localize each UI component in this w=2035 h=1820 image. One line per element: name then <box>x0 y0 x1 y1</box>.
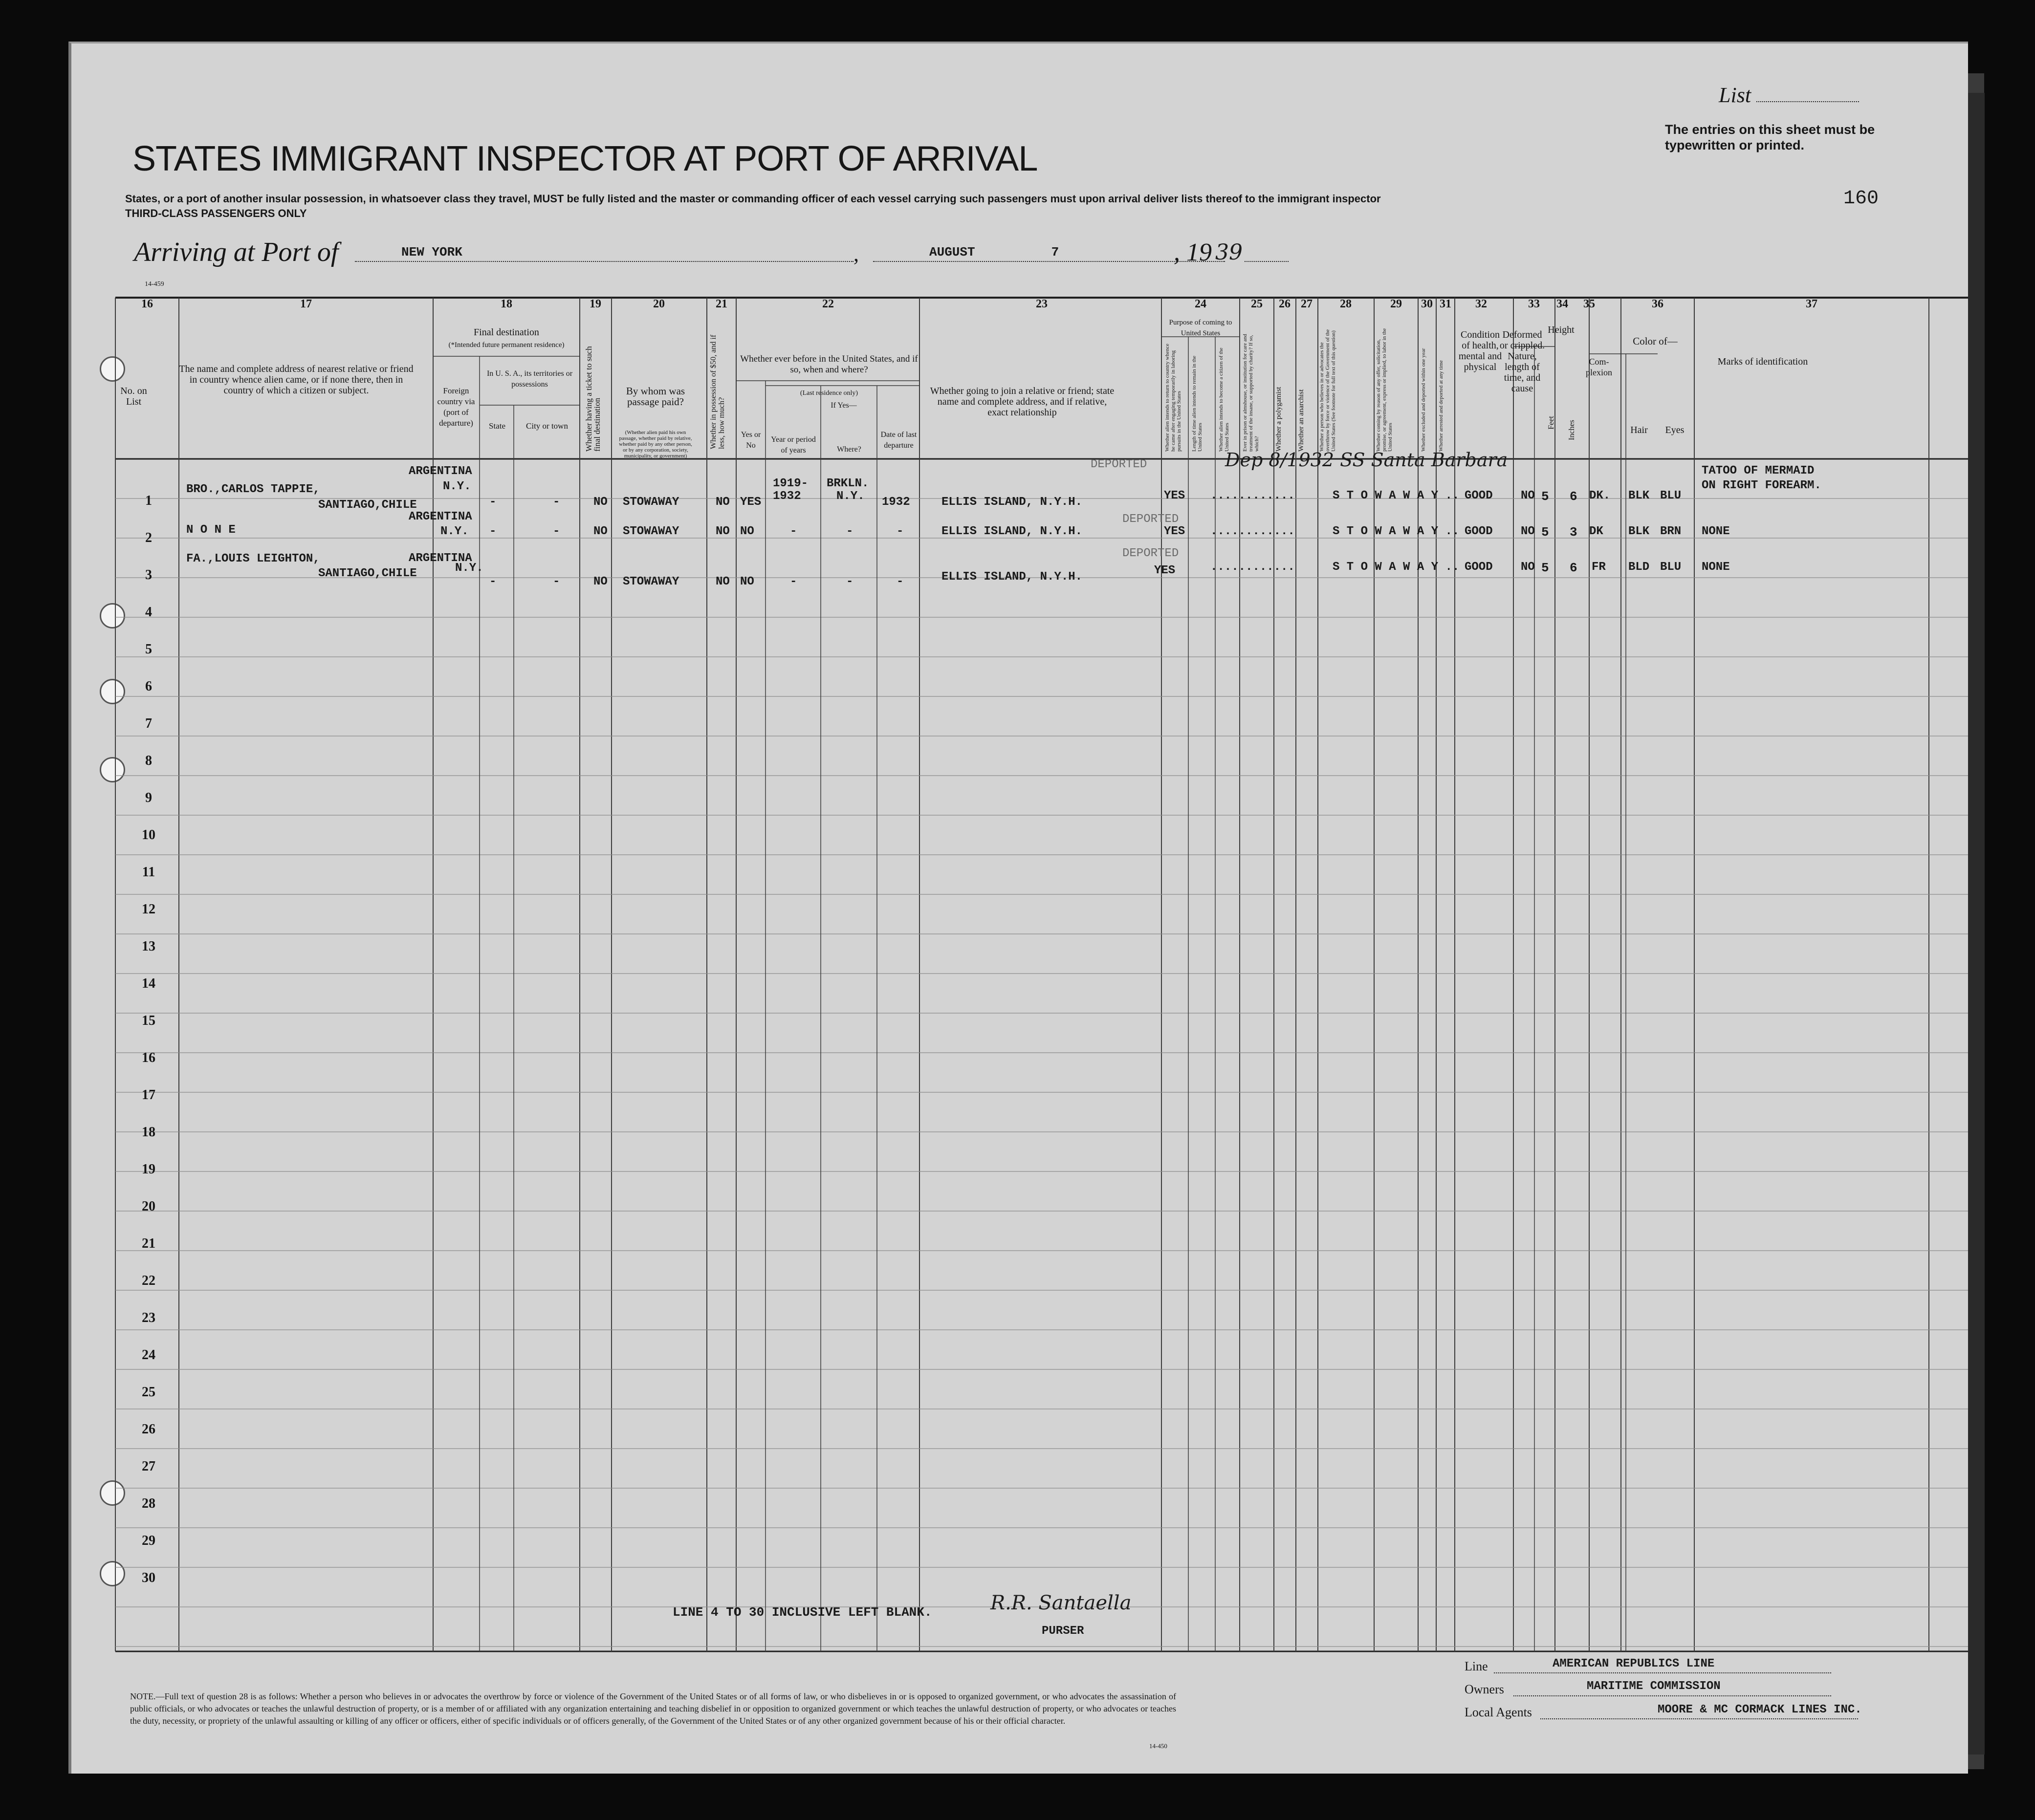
owners-value: MARITIME COMMISSION <box>1587 1680 1721 1693</box>
row1-state-dash: - <box>489 496 497 509</box>
col22-years-header: Year or period of years <box>771 435 816 455</box>
row1-hair: BLK <box>1628 489 1650 502</box>
line-rule <box>1494 1672 1831 1673</box>
col22-ifyes-header: If Yes— <box>831 401 857 410</box>
row1-marks-line1: TATOO OF MERMAID <box>1702 464 1815 477</box>
row3-relative-line2: SANTIAGO,CHILE <box>318 567 417 580</box>
row3-dots: ............ <box>1210 561 1295 574</box>
row2-state-dash: - <box>489 525 497 538</box>
col36-eyes-header: Eyes <box>1665 425 1685 435</box>
row1-purpose: YES <box>1164 489 1185 502</box>
row1-where <box>827 477 869 503</box>
row2-dots: ............ <box>1210 525 1295 538</box>
row3-inches: 6 <box>1570 561 1577 575</box>
row1-before-us: YES <box>740 496 762 509</box>
column-number: 34 <box>1556 298 1568 310</box>
row-number: 19 <box>142 1162 155 1177</box>
row3-relative <box>186 552 417 581</box>
col20-subheader: (Whether alien paid his own passage, whether paid by relative, whether paid by any other person, or by any corporation, society, municipality, or government) <box>619 430 692 459</box>
column-number: 18 <box>501 298 512 310</box>
row1-marks <box>1702 464 1821 493</box>
column-number: 31 <box>1440 298 1451 310</box>
row-number: 20 <box>142 1199 155 1214</box>
form-code-top: 14-459 <box>145 281 164 288</box>
col22-where-header: Where? <box>837 445 861 454</box>
instruction-line: States, or a port of another insular possession, in whatsoever class they travel, MUST be fully listed and the master or commanding officer of each vessel carrying such passengers must upon arrival deliver lists thereof to the immigrant inspector <box>125 193 1381 205</box>
row2-money: NO <box>716 525 730 538</box>
row3-money: NO <box>716 575 730 588</box>
row1-inches: 6 <box>1570 489 1577 504</box>
row2-city: - <box>553 525 560 538</box>
row2-purpose: YES <box>1164 525 1185 538</box>
col23-header: Whether going to join a relative or friend; state name and complete address, and if relative, exact relationship <box>930 386 1115 418</box>
col25-header: Ever in prison or almshouse, or institution for care and treatment of the insane, or supported by charity? If so, which? <box>1242 334 1260 452</box>
row-number: 17 <box>142 1087 155 1103</box>
col21-header: Whether in possession of $50, and if less, how much? <box>709 334 726 449</box>
row3-health: GOOD <box>1465 561 1493 574</box>
row-number: 2 <box>145 530 152 545</box>
comma: , <box>853 242 859 266</box>
column-number: 26 <box>1279 298 1291 310</box>
row1-marks-line2: ON RIGHT FOREARM. <box>1702 479 1821 492</box>
col27-header: Whether an anarchist <box>1297 389 1305 452</box>
row3-eyes: BLU <box>1660 561 1682 574</box>
col36-header: Color of— <box>1633 335 1678 347</box>
agents-label: Local Agents <box>1465 1705 1532 1719</box>
row2-where: - <box>846 525 853 538</box>
column-number: 29 <box>1390 298 1402 310</box>
col31-header: Whether arrested and deported at any time <box>1438 360 1444 452</box>
row1-deformed: NO <box>1521 489 1535 502</box>
blank-lines-note: LINE 4 TO 30 INCLUSIVE LEFT BLANK. <box>673 1605 932 1620</box>
row1-handwritten-annotation: Dep 8/1932 SS Santa Barbara <box>1225 449 1508 471</box>
col37-header: Marks of identification <box>1717 356 1808 367</box>
col29-header: Whether coming by reason of any offer, solicitation, promise, or agreement, express or implied, to labor in the United States <box>1376 328 1393 452</box>
col20-header: By whom was passage paid? <box>626 385 685 408</box>
row-number: 25 <box>142 1385 155 1400</box>
row3-foreign-country: ARGENTINA <box>409 552 472 565</box>
col35-header: Com-plexion <box>1586 357 1612 377</box>
row1-relative-line1: BRO.,CARLOS TAPPIE, <box>186 483 320 496</box>
row-number: 24 <box>142 1347 155 1363</box>
row1-city: - <box>553 496 560 509</box>
col24c-header: Whether alien intends to become a citizen of the United States <box>1218 347 1230 452</box>
row3-purpose: YES <box>1154 564 1176 577</box>
row2-foreign-country: ARGENTINA <box>409 510 472 523</box>
row2-health: GOOD <box>1465 525 1493 538</box>
question-28-note: NOTE.—Full text of question 28 is as follows: Whether a person who believes in or advocates the overthrow by force or violence of the Government of the United States or of all forms of law, or who disbelieves in or is opposed to organized government, or who advocates the assassination of public officials, or who advocates or teaches the unlawful destruction of property, or is a member of or affiliated with any organization entertaining and teaching disbelief in or opposition to organized government or which teaches the unlawful destruction of property, or who advocates or teaches the duty, necessity, or propriety of the unlawful assaulting or killing of any officer or officers, either of specific individuals or of officers generally, of the Government of the United States or of any other organized government because of his or their official character. <box>130 1691 1176 1726</box>
column-number: 22 <box>822 298 834 310</box>
col32-header: Condition of health, mental and physical <box>1458 329 1502 372</box>
row3-stowaway: S T O W A W A Y .. <box>1333 561 1460 574</box>
column-number: 24 <box>1195 298 1206 310</box>
row-number: 3 <box>145 567 152 583</box>
row1-foreign-country: ARGENTINA <box>409 465 472 478</box>
row-number: 27 <box>142 1459 155 1474</box>
date-value: AUGUST 7 <box>929 245 1059 260</box>
row-number: 1 <box>145 493 152 508</box>
column-number: 35 <box>1583 298 1595 310</box>
column-number: 17 <box>300 298 312 310</box>
row-number: 8 <box>145 753 152 768</box>
year-written: 39 <box>1215 240 1243 265</box>
row2-hair: BLK <box>1628 525 1650 538</box>
col22-date-header: Date of last departure <box>880 431 917 450</box>
col24b-header: Length of time alien intends to remain in the United States <box>1191 355 1203 452</box>
row2-before-us: NO <box>740 525 754 538</box>
column-number: 37 <box>1806 298 1817 310</box>
col36-hair-header: Hair <box>1630 425 1648 435</box>
row1-years <box>773 477 808 503</box>
column-number: 32 <box>1475 298 1487 310</box>
row2-years: - <box>790 525 797 538</box>
row1-where-line2: N.Y. <box>836 490 865 503</box>
col22-header: Whether ever before in the United States, and if so, when and where? <box>740 354 918 375</box>
port-value: NEW YORK <box>401 245 462 260</box>
row1-where-line1: BRKLN. <box>827 477 869 490</box>
column-number: 36 <box>1652 298 1663 310</box>
line-label: Line <box>1465 1659 1488 1673</box>
row1-relative <box>186 482 417 513</box>
row3-before-us: NO <box>740 575 754 588</box>
purser-signature: R.R. Santaella <box>990 1592 1132 1614</box>
col17-header: The name and complete address of nearest relative or friend in country whence alien came, or if none there, then in country of which a citizen or subject. <box>179 364 414 396</box>
row3-hair: BLD <box>1628 561 1650 574</box>
row1-stowaway: S T O W A W A Y .. <box>1333 489 1460 502</box>
col28-header: Whether a person who believes in or advocates the overthrow by force or violence of the Government of the United States (See footnote for full text of this question) <box>1319 329 1336 452</box>
row1-years-line1: 1919- <box>773 477 809 490</box>
row1-dots: ............ <box>1210 489 1295 502</box>
manifest-sheet <box>68 42 1968 1774</box>
row3-complexion: FR <box>1592 561 1606 574</box>
row3-paid-by: STOWAWAY <box>623 575 679 588</box>
row2-stowaway: S T O W A W A Y .. <box>1333 525 1460 538</box>
column-number: 21 <box>716 298 727 310</box>
owners-rule <box>1513 1695 1831 1696</box>
col30-header: Whether excluded and deported within one year <box>1421 348 1426 452</box>
row-number: 28 <box>142 1496 155 1511</box>
row1-ticket: NO <box>593 496 608 509</box>
column-number: 27 <box>1301 298 1313 310</box>
row2-joining: ELLIS ISLAND, N.Y.H. <box>941 525 1083 538</box>
col26-header: Whether a polygamist <box>1275 387 1283 452</box>
column-number: 33 <box>1528 298 1540 310</box>
row-number: 30 <box>142 1570 155 1585</box>
row3-deformed: NO <box>1521 561 1535 574</box>
col18-foreign-header: Foreign country via (port of departure) <box>437 386 475 428</box>
row-number: 13 <box>142 939 155 954</box>
col22-yesno-header: Yes or No <box>741 431 761 450</box>
row1-state: N.Y. <box>443 480 471 493</box>
row2-complexion: DK <box>1589 525 1603 538</box>
line-value: AMERICAN REPUBLICS LINE <box>1553 1657 1715 1670</box>
row3-ticket: NO <box>593 575 608 588</box>
row-number: 16 <box>142 1050 155 1065</box>
row-number: 12 <box>142 902 155 917</box>
row-number: 9 <box>145 790 152 805</box>
column-number: 20 <box>653 298 665 310</box>
row2-deported-stamp: DEPORTED <box>1122 513 1179 526</box>
row1-years-line2: 1932 <box>773 490 801 503</box>
col19-header: Whether having a ticket to such final destination <box>584 346 602 452</box>
row3-where: - <box>846 575 853 588</box>
row3-departure: - <box>897 575 904 588</box>
row3-state-dash: - <box>489 575 497 588</box>
row1-money: NO <box>716 496 730 509</box>
row2-relative: N O N E <box>186 523 236 537</box>
row1-joining: ELLIS ISLAND, N.Y.H. <box>941 496 1083 509</box>
row-number: 22 <box>142 1273 155 1288</box>
row-number: 26 <box>142 1422 155 1437</box>
row2-marks: NONE <box>1702 525 1730 538</box>
row-number: 14 <box>142 976 155 991</box>
column-number: 28 <box>1340 298 1352 310</box>
row2-eyes: BRN <box>1660 525 1682 538</box>
row1-relative-line2: SANTIAGO,CHILE <box>318 498 417 512</box>
row3-city: - <box>553 575 560 588</box>
col22-subheader: (Last residence only) <box>800 390 858 397</box>
agents-rule <box>1540 1718 1858 1719</box>
col24-header: Purpose of coming to United States <box>1169 319 1232 337</box>
row1-feet: 5 <box>1541 489 1549 504</box>
col18-state-header: State <box>489 421 505 431</box>
column-number: 16 <box>141 298 153 310</box>
row-number: 11 <box>142 865 155 880</box>
col18-subheader: (*Intended future permanent residence) <box>448 341 565 349</box>
row-number: 5 <box>145 642 152 657</box>
row1-complexion: DK. <box>1589 489 1611 502</box>
row2-inches: 3 <box>1570 525 1577 540</box>
row1-health: GOOD <box>1465 489 1493 502</box>
row-number: 18 <box>142 1125 155 1140</box>
row2-deformed: NO <box>1521 525 1535 538</box>
row3-years: - <box>790 575 797 588</box>
row2-state: N.Y. <box>440 525 469 538</box>
column-number: 25 <box>1251 298 1263 310</box>
row2-departure: - <box>897 525 904 538</box>
col33-header: Deformed or crippled. Nature, length of time, and cause <box>1499 329 1545 394</box>
col24a-header: Whether alien intends to return to country whence he came after engaging temporarily in laboring pursuits in the United States <box>1164 344 1182 452</box>
year-printed: , 19 <box>1174 238 1212 266</box>
page-number: 160 <box>1843 188 1879 210</box>
class-line: THIRD-CLASS PASSENGERS ONLY <box>125 207 307 219</box>
owners-label: Owners <box>1465 1682 1504 1696</box>
form-title: STATES IMMIGRANT INSPECTOR AT PORT OF ARRIVAL <box>132 139 1038 178</box>
col18-usa-header: In U. S. A., its territories or possessions <box>486 369 573 389</box>
row-number: 7 <box>145 716 152 731</box>
col16-header: No. on List <box>120 386 147 407</box>
column-number: 30 <box>1421 298 1433 310</box>
column-number: 19 <box>590 298 601 310</box>
row2-feet: 5 <box>1541 525 1549 540</box>
col34-header: Height <box>1548 325 1575 335</box>
grid-lines <box>71 43 1968 1774</box>
row3-deported-stamp: DEPORTED <box>1122 547 1179 560</box>
row3-state: N.Y. <box>455 562 483 575</box>
agents-value: MOORE & MC CORMACK LINES INC. <box>1658 1703 1862 1716</box>
arriving-label: Arriving at Port of <box>134 237 339 267</box>
row1-departure: 1932 <box>882 496 910 509</box>
row-number: 15 <box>142 1013 155 1028</box>
row-number: 10 <box>142 827 155 843</box>
list-label: List <box>1719 83 1751 107</box>
row1-deported-stamp: DEPORTED <box>1091 458 1147 471</box>
row-number: 6 <box>145 679 152 694</box>
col18-city-header: City or town <box>526 421 568 431</box>
row-number: 21 <box>142 1236 155 1251</box>
col18-header: Final destination <box>474 327 539 338</box>
col34-feet-header: Feet <box>1547 416 1555 430</box>
form-code-bottom: 14-450 <box>1149 1742 1167 1750</box>
typewritten-note: The entries on this sheet must be typewritten or printed. <box>1665 122 1875 152</box>
row3-feet: 5 <box>1541 561 1549 575</box>
row-number: 4 <box>145 605 152 620</box>
row1-eyes: BLU <box>1660 489 1682 502</box>
col34-inches-header: Inches <box>1568 420 1576 440</box>
row3-joining: ELLIS ISLAND, N.Y.H. <box>941 570 1083 584</box>
row2-ticket: NO <box>593 525 608 538</box>
row-number: 23 <box>142 1310 155 1325</box>
row3-marks: NONE <box>1702 561 1730 574</box>
row1-paid-by: STOWAWAY <box>623 496 679 509</box>
column-number: 23 <box>1036 298 1048 310</box>
purser-label: PURSER <box>1042 1625 1084 1638</box>
row2-paid-by: STOWAWAY <box>623 525 679 538</box>
row-number: 29 <box>142 1533 155 1548</box>
row3-relative-line1: FA.,LOUIS LEIGHTON, <box>186 552 320 565</box>
